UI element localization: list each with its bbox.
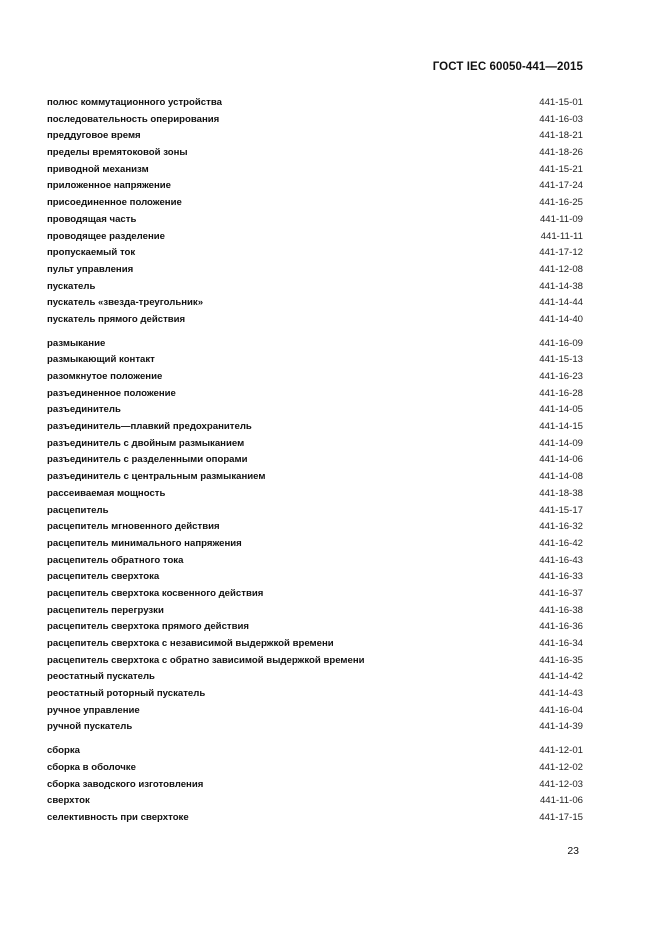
term-index [47,95,583,827]
index-entry [47,519,583,536]
index-entry [47,336,583,353]
index-entry [47,569,583,586]
term-code: 441-17-24 [539,180,583,192]
term-name: полюс коммутационного устройства [47,97,222,108]
index-entry [47,295,583,312]
term-code: 441-16-23 [539,371,583,382]
term-name: расцепитель [47,504,109,516]
term-name: размыкание [47,337,106,349]
index-entry [47,469,583,486]
index-entry [47,245,583,262]
term-code: 441-16-42 [539,537,583,549]
term-name: разъединитель—плавкий предохранитель [47,421,252,433]
term-code: 441-11-09 [539,213,583,225]
term-code: 441-18-21 [539,130,583,142]
term-name: расцепитель сверхтока с независимой выдержкой времени [47,638,334,649]
term-name: расцепитель сверхтока косвенного действия [47,587,264,599]
term-code: 441-15-13 [539,354,583,366]
term-code: 441-16-04 [539,704,583,716]
term-code: 441-17-12 [539,247,583,259]
index-entry [47,402,583,419]
term-name: расцепитель мгновенного действия [47,521,220,533]
term-code: 441-18-26 [539,147,583,159]
standard-header: ГОСТ IEC 60050-441—2015 [432,61,583,73]
term-name: проводящее разделение [47,230,165,242]
term-name: расцепитель сверхтока с обратно зависимой выдержкой времени [47,654,365,666]
index-entry [47,312,583,329]
term-code: 441-14-38 [539,280,583,292]
term-name: расцепитель минимального напряжения [47,537,242,549]
term-code: 441-16-28 [539,387,583,399]
index-entry [47,743,583,760]
term-name: пускатель прямого действия [47,313,186,325]
term-name: ручное управление [47,704,140,716]
term-name: сборка заводского изготовления [47,778,204,790]
index-entry [47,162,583,179]
term-name: приводной механизм [47,163,149,175]
term-name: разъединитель с центральным размыканием [47,471,266,483]
term-code: 441-12-08 [539,263,583,275]
page-number: 23 [567,845,579,857]
term-code: 441-16-32 [539,521,583,533]
term-code: 441-12-01 [539,745,583,757]
index-entry [47,352,583,369]
index-entry [47,195,583,212]
index-entry [47,703,583,720]
term-code: 441-14-42 [539,671,583,683]
index-group [47,95,583,329]
term-code: 441-16-33 [539,571,583,583]
term-name: преддуговое время [47,130,141,142]
index-entry [47,669,583,686]
term-name: пускатель «звезда-треугольник» [47,297,204,309]
term-name: реостатный пускатель [47,671,155,683]
term-code: 441-14-06 [539,454,583,466]
index-entry [47,503,583,520]
index-group [47,743,583,826]
term-code: 441-17-15 [539,811,583,823]
index-entry [47,686,583,703]
term-code: 441-16-34 [539,638,583,649]
term-code: 441-11-11 [540,230,583,242]
term-name: приложенное напряжение [47,180,172,192]
term-code: 441-16-03 [539,113,583,125]
term-name: разомкнутое положение [47,371,163,382]
term-name: расцепитель обратного тока [47,554,184,566]
term-code: 441-16-38 [539,604,583,616]
index-entry [47,619,583,636]
index-entry [47,369,583,386]
term-code: 441-14-43 [539,688,583,700]
term-code: 441-15-17 [539,504,583,516]
index-entry [47,603,583,620]
term-code: 441-16-35 [539,654,583,666]
index-entry [47,112,583,129]
index-entry [47,586,583,603]
index-entry [47,636,583,653]
term-name: сборка в оболочке [47,761,136,773]
index-entry [47,760,583,777]
term-code: 441-16-09 [539,337,583,349]
term-name: реостатный роторный пускатель [47,688,206,700]
index-entry [47,229,583,246]
term-name: разъединитель с двойным размыканием [47,437,245,449]
term-name: разъединитель [47,404,121,416]
term-code: 441-14-08 [539,471,583,483]
index-entry [47,436,583,453]
term-name: ручной пускатель [47,721,133,733]
term-code: 441-14-05 [539,404,583,416]
term-name: пределы времятоковой зоны [47,147,188,159]
term-code: 441-16-36 [539,621,583,633]
term-name: размыкающий контакт [47,354,155,366]
index-entry [47,178,583,195]
term-code: 441-14-15 [539,421,583,433]
term-name: сверхток [47,795,90,807]
index-entry [47,777,583,794]
index-entry [47,452,583,469]
term-name: расцепитель перегрузки [47,604,164,616]
index-entry [47,719,583,736]
index-entry [47,793,583,810]
term-name: разъединенное положение [47,387,176,399]
term-code: 441-14-40 [539,313,583,325]
term-code: 441-18-38 [539,487,583,499]
term-code: 441-16-25 [539,197,583,209]
term-code: 441-15-01 [539,97,583,108]
term-code: 441-16-37 [539,587,583,599]
index-entry [47,145,583,162]
term-name: пропускаемый ток [47,247,136,259]
index-entry [47,810,583,827]
term-name: пускатель [47,280,96,292]
term-name: селективность при сверхтоке [47,811,189,823]
index-entry [47,128,583,145]
term-name: проводящая часть [47,213,137,225]
index-entry [47,279,583,296]
term-code: 441-12-02 [539,761,583,773]
term-code: 441-16-43 [539,554,583,566]
term-name: расцепитель сверхтока прямого действия [47,621,249,633]
index-group [47,336,583,737]
index-entry [47,653,583,670]
index-entry [47,486,583,503]
term-code: 441-11-06 [539,795,583,807]
index-entry [47,212,583,229]
index-entry [47,262,583,279]
term-name: разъединитель с разделенными опорами [47,454,248,466]
term-code: 441-14-09 [539,437,583,449]
term-name: присоединенное положение [47,197,182,209]
term-code: 441-12-03 [539,778,583,790]
term-name: последовательность оперирования [47,113,220,125]
term-name: рассеиваемая мощность [47,487,166,499]
index-entry [47,95,583,112]
index-entry [47,386,583,403]
term-name: пульт управления [47,263,134,275]
term-code: 441-15-21 [539,163,583,175]
term-name: расцепитель сверхтока [47,571,160,583]
index-entry [47,419,583,436]
index-entry [47,536,583,553]
index-entry [47,553,583,570]
term-name: сборка [47,745,80,757]
term-code: 441-14-39 [539,721,583,733]
term-code: 441-14-44 [539,297,583,309]
